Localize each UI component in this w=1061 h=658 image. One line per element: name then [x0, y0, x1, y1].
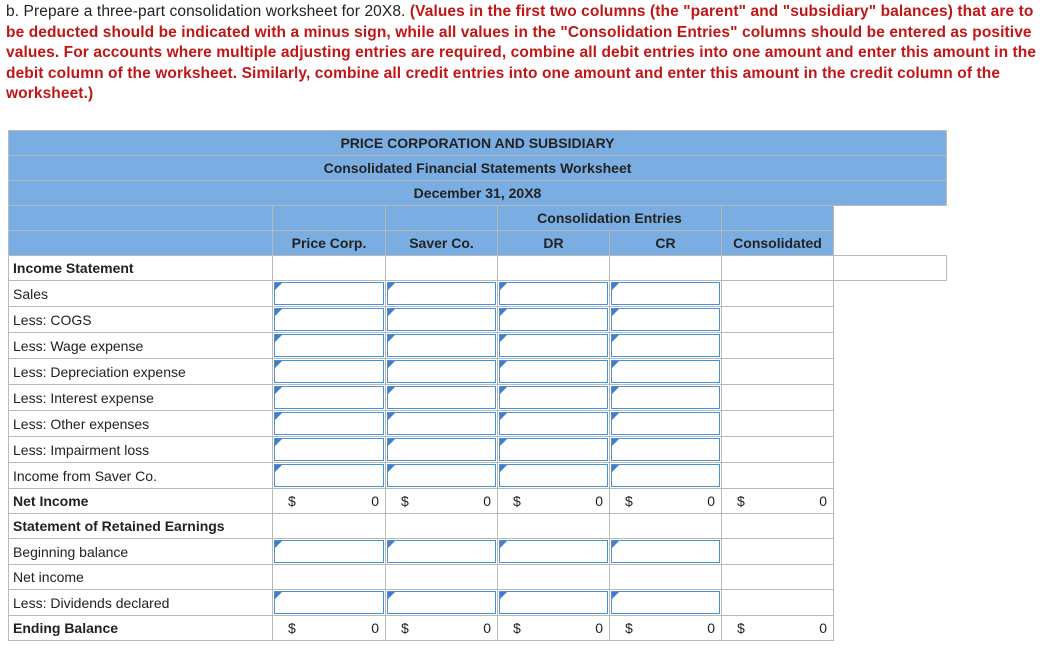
retained-earnings-heading: Statement of Retained Earnings: [9, 514, 273, 539]
ending-balance-cr: 0: [707, 620, 715, 636]
instructions-note: (Values in the first two columns (the "parent" and "subsidiary" balances) that are to be deducted should be indicated with a minus sign, while all values in the "Consolidation Entries" columns should be entered as positive values. For accounts where multiple adjusting entries are required, combine all debit entries into one amount and enter this amount in the debit column of the worksheet. Similarly, combine all credit entries into one amount and enter this amount in the credit column of the worksheet.): [6, 3, 1037, 102]
row-label: Less: Impairment loss: [9, 437, 273, 463]
input-cell[interactable]: [274, 438, 384, 461]
worksheet-title-date: December 31, 20X8: [9, 181, 947, 206]
ending-balance-consolidated: 0: [819, 620, 827, 636]
ending-balance-label: Ending Balance: [9, 616, 273, 641]
input-cell[interactable]: [387, 464, 496, 487]
input-cell[interactable]: [387, 540, 496, 563]
row-label: Beginning balance: [9, 539, 273, 565]
table-row: [9, 539, 947, 565]
input-cell[interactable]: [274, 464, 384, 487]
instructions-intro: b. Prepare a three-part consolidation worksheet for 20X8.: [6, 3, 406, 20]
input-cell[interactable]: [387, 386, 496, 409]
input-cell[interactable]: [387, 308, 496, 331]
input-cell[interactable]: [387, 360, 496, 383]
table-row: [9, 463, 947, 489]
input-cell[interactable]: [611, 308, 720, 331]
table-row: [9, 590, 947, 616]
input-cell[interactable]: [499, 540, 608, 563]
ending-balance-dr: 0: [595, 620, 603, 636]
row-label: Less: Interest expense: [9, 385, 273, 411]
row-label: Less: COGS: [9, 307, 273, 333]
income-statement-heading: Income Statement: [9, 256, 273, 281]
input-cell[interactable]: [611, 360, 720, 383]
net-income-dr: 0: [595, 493, 603, 509]
col-header-dr: DR: [498, 231, 610, 256]
col-header-cr: CR: [610, 231, 722, 256]
instructions: [6, 2, 1056, 105]
input-cell[interactable]: [387, 438, 496, 461]
ending-balance-row: Ending Balance $ 0 $ 0 $ 0 $ 0 $ 0: [9, 616, 947, 641]
input-cell[interactable]: [274, 412, 384, 435]
input-cell[interactable]: [611, 334, 720, 357]
table-row: [9, 281, 947, 307]
row-label: Less: Dividends declared: [9, 590, 273, 616]
input-cell[interactable]: [499, 308, 608, 331]
input-cell[interactable]: [274, 334, 384, 357]
input-cell[interactable]: [499, 412, 608, 435]
input-cell[interactable]: [611, 438, 720, 461]
input-cell[interactable]: [274, 386, 384, 409]
consolidation-entries-header: Consolidation Entries: [498, 206, 722, 231]
net-income-label: Net Income: [9, 489, 273, 514]
input-cell[interactable]: [611, 591, 720, 614]
input-cell[interactable]: [611, 412, 720, 435]
input-cell[interactable]: [611, 282, 720, 305]
table-row: [9, 359, 947, 385]
table-row: [9, 333, 947, 359]
row-label: Sales: [9, 281, 273, 307]
input-cell[interactable]: [499, 282, 608, 305]
ending-balance-price: 0: [371, 620, 379, 636]
input-cell[interactable]: [611, 386, 720, 409]
input-cell[interactable]: [387, 282, 496, 305]
input-cell[interactable]: [499, 386, 608, 409]
net-income-saver: 0: [483, 493, 491, 509]
row-label: Income from Saver Co.: [9, 463, 273, 489]
table-row: [9, 307, 947, 333]
input-cell[interactable]: [387, 412, 496, 435]
table-row: [9, 411, 947, 437]
input-cell[interactable]: [274, 308, 384, 331]
net-income-row: Net Income $ 0 $ 0 $ 0 $ 0 $ 0: [9, 489, 947, 514]
table-row: [9, 565, 947, 590]
table-row: [9, 437, 947, 463]
col-header-price-corp: Price Corp.: [273, 231, 386, 256]
net-income-consolidated: 0: [819, 493, 827, 509]
input-cell[interactable]: [611, 464, 720, 487]
col-header-consolidated: Consolidated: [722, 231, 834, 256]
net-income-price: 0: [371, 493, 379, 509]
consolidation-worksheet: [8, 130, 947, 641]
table-row: [9, 385, 947, 411]
input-cell[interactable]: [499, 334, 608, 357]
input-cell[interactable]: [387, 591, 496, 614]
row-label: Less: Wage expense: [9, 333, 273, 359]
row-label: Less: Depreciation expense: [9, 359, 273, 385]
row-label: Net income: [9, 565, 273, 590]
input-cell[interactable]: [274, 540, 384, 563]
net-income-cr: 0: [707, 493, 715, 509]
input-cell[interactable]: [499, 464, 608, 487]
ending-balance-saver: 0: [483, 620, 491, 636]
input-cell[interactable]: [274, 282, 384, 305]
col-header-saver-co: Saver Co.: [386, 231, 498, 256]
row-label: Less: Other expenses: [9, 411, 273, 437]
input-cell[interactable]: [274, 360, 384, 383]
worksheet-title-company: PRICE CORPORATION AND SUBSIDIARY: [9, 131, 947, 156]
input-cell[interactable]: [611, 540, 720, 563]
input-cell[interactable]: [387, 334, 496, 357]
input-cell[interactable]: [499, 360, 608, 383]
input-cell[interactable]: [274, 591, 384, 614]
input-cell[interactable]: [499, 591, 608, 614]
input-cell[interactable]: [499, 438, 608, 461]
worksheet-title-statement: Consolidated Financial Statements Worksheet: [9, 156, 947, 181]
